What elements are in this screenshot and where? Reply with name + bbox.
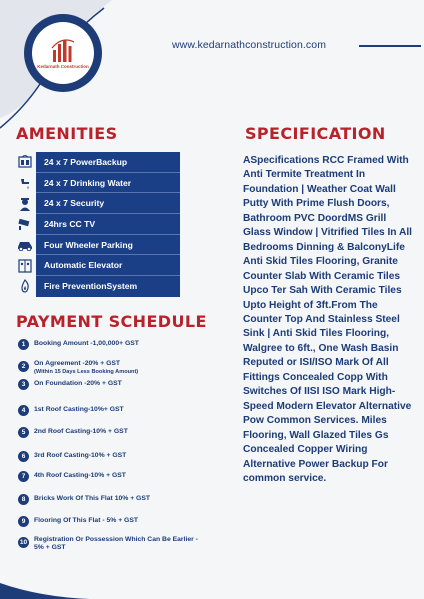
amenity-item: 24 x 7 PowerBackup: [36, 152, 180, 173]
specification-text: ASpecifications RCC Framed With Anti Termite Treatment In Foundation | Weather Coat Wall Putty With Prime Flush Doors, Bathroom PVC DoordMS Grill Glass Window | Vitrified Tiles In All Bedrooms Dinning & BalconyLife Anti Skid Tiles Flooring, Granite Counter Slab With Ceramic Tiles Upco Ter Sah With Ceramic Tiles Upto Height of 3ft.From The Counter Top And Stainless Steel Sink | Anti Skid Tiles Flooring, Walgree to 6ft., One Wash Basin Reputed or ISI/ISO Mark Of All Fittings Concealed Copp With Switches Of IISI ISO Mark High-Speed Modern Elevator Alternative Pow Common Services. Miles Flooring, Wall Glazed Tiles Gs Concealed Copper Wiring Alternative Power Backup For common service.: [243, 155, 412, 484]
payment-label-text: Registration Or Possession Which Can Be Earlier -: [34, 536, 198, 543]
step-number: 1: [18, 339, 29, 350]
step-number: 4: [18, 405, 29, 416]
payment-label: Flooring Of This Flat - 5% + GST: [34, 517, 139, 524]
drinking-water-icon: [15, 173, 35, 194]
payment-sub-label: 5% + GST: [34, 544, 66, 551]
step-number: 10: [19, 539, 28, 546]
building-logo-icon: [50, 38, 76, 62]
step-number: 2: [18, 361, 29, 372]
specification-heading: SPECIFICATION: [245, 124, 386, 143]
step-number: 7: [18, 471, 29, 482]
payment-label: 1st Roof Casting-10%+ GST: [34, 406, 124, 413]
fire-icon: [15, 276, 35, 297]
amenity-item: Fire PreventionSystem: [44, 281, 138, 292]
payment-label: 4th Roof Casting-10% + GST: [34, 472, 126, 479]
website-url[interactable]: www.kedarnathconstruction.com: [172, 39, 327, 51]
decorative-curve-bottom-left: [0, 575, 90, 599]
amenities-list: [36, 152, 180, 297]
company-logo: [24, 14, 102, 92]
payment-item: [18, 535, 198, 552]
amenity-item: Four Wheeler Parking: [36, 235, 180, 256]
amenity-item: 24hrs CC TV: [36, 214, 180, 235]
amenities-heading: AMENITIES: [16, 124, 118, 143]
payment-item: [18, 516, 138, 527]
step-number: 9: [18, 516, 29, 527]
payment-item: [18, 339, 139, 350]
payment-item: [18, 471, 126, 482]
payment-sub-label: (Within 15 Days Less Booking Amount): [34, 369, 139, 375]
divider-line: [359, 45, 421, 47]
amenity-icon-column: [15, 152, 35, 297]
payment-item: [18, 427, 128, 438]
logo-text: Kedarnath Construction: [37, 63, 89, 69]
payment-schedule-heading: PAYMENT SCHEDULE: [16, 312, 207, 331]
amenity-item: 24 x 7 Drinking Water: [36, 173, 180, 194]
cctv-icon: [15, 214, 35, 235]
amenity-item: 24 x 7 Security: [36, 193, 180, 214]
payment-item: [18, 359, 138, 376]
payment-item: [18, 451, 126, 462]
payment-label: [34, 359, 138, 376]
payment-item: [18, 494, 150, 505]
step-number: 3: [18, 379, 29, 390]
step-number: 6: [18, 451, 29, 462]
payment-label: Booking Amount -1,00,000+ GST: [34, 340, 139, 347]
payment-label: [34, 535, 198, 552]
security-guard-icon: [15, 193, 35, 214]
amenity-item: Automatic Elevator: [36, 255, 180, 276]
step-number: 5: [18, 427, 29, 438]
payment-item: [18, 405, 124, 416]
payment-label: Bricks Work Of This Flat 10% + GST: [34, 495, 151, 502]
payment-label: 3rd Roof Casting-10% + GST: [34, 452, 127, 459]
car-icon: [15, 235, 35, 256]
payment-item: [18, 379, 122, 390]
payment-label-text: On Agreement -20% + GST: [34, 360, 121, 367]
step-number: 8: [18, 494, 29, 505]
power-backup-icon: [15, 152, 35, 173]
payment-label: On Foundation -20% + GST: [34, 380, 122, 387]
payment-label: 2nd Roof Casting-10% + GST: [34, 428, 128, 435]
elevator-icon: [15, 255, 35, 276]
